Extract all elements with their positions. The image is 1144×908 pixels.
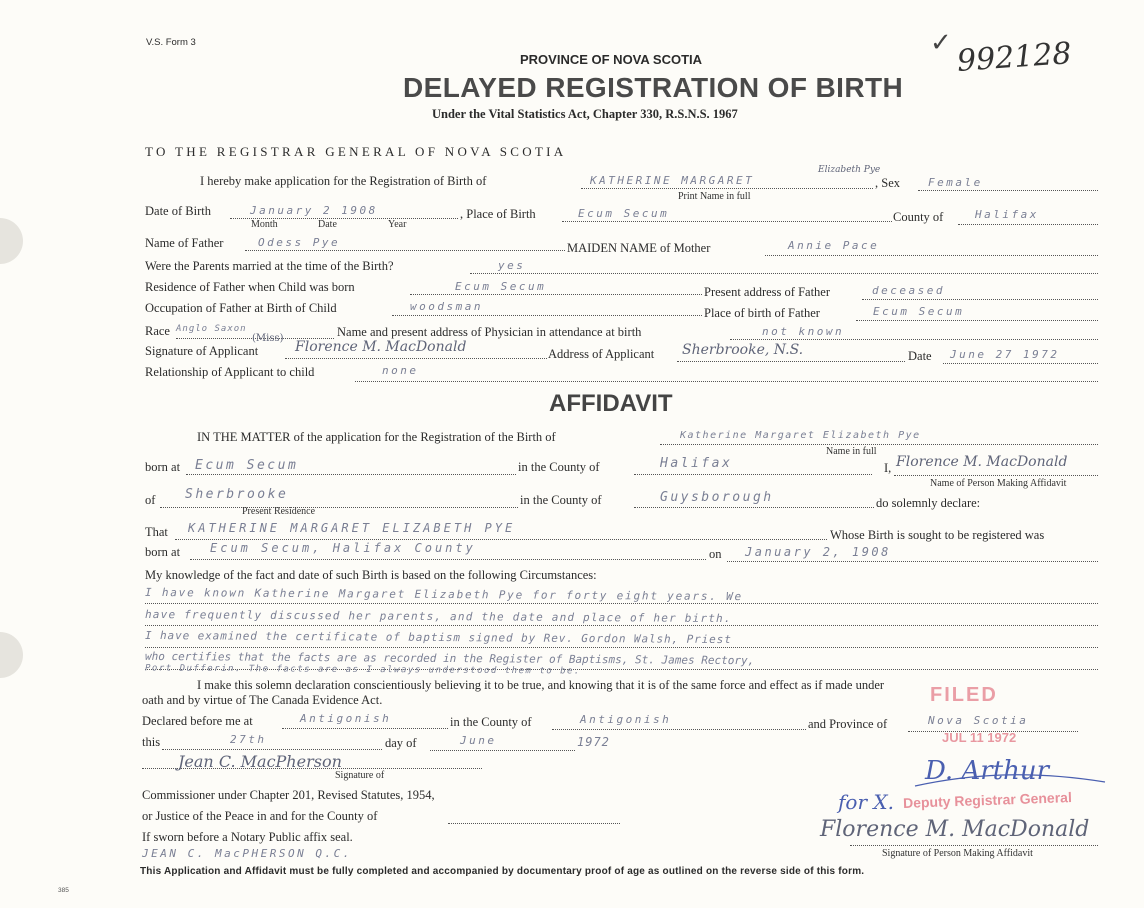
race-value: Anglo Saxon bbox=[176, 324, 247, 334]
of-label: of bbox=[145, 493, 156, 507]
that-label: That bbox=[145, 525, 168, 539]
county-label: County of bbox=[893, 210, 944, 224]
commissioner-line1: Commissioner under Chapter 201, Revised Statutes, 1954, bbox=[142, 788, 435, 802]
county3-label: in the County of bbox=[450, 715, 532, 729]
signature-prefix: (Miss) bbox=[252, 333, 284, 344]
province-heading: PROVINCE OF NOVA SCOTIA bbox=[520, 52, 703, 67]
father-birthplace-value: Ecum Secum bbox=[873, 305, 965, 318]
born-at-label: born at bbox=[145, 460, 181, 474]
county2-value: Guysborough bbox=[660, 490, 774, 505]
year-value: 1972 bbox=[577, 735, 610, 749]
date-label: Date bbox=[908, 349, 932, 363]
present-address-value: deceased bbox=[872, 284, 945, 297]
signature-of-hint: Signature of bbox=[335, 770, 385, 781]
county3-value: Antigonish bbox=[580, 713, 672, 726]
father-value: Odess Pye bbox=[258, 236, 341, 249]
circumstance-line: have frequently discussed her parents, and the date and place of her birth. bbox=[144, 607, 732, 626]
circumstance-line: I have known Katherine Margaret Elizabeth Pye for forty eight years. We bbox=[144, 585, 744, 604]
commissioner-print: JEAN C. MacPHERSON Q.C. bbox=[142, 847, 352, 860]
present-residence-hint: Present Residence bbox=[242, 506, 316, 517]
mother-value: Annie Pace bbox=[788, 239, 880, 252]
of-value: Sherbrooke bbox=[185, 487, 289, 502]
print-name-hint: Print Name in full bbox=[678, 191, 751, 202]
father-label: Name of Father bbox=[145, 236, 224, 250]
on-label: on bbox=[709, 547, 722, 561]
circumstance-line: I have examined the certificate of baptism signed by Rev. Gordon Walsh, Priest bbox=[144, 628, 732, 647]
affidavit-heading: AFFIDAVIT bbox=[549, 390, 673, 417]
that-value: KATHERINE MARGARET ELIZABETH PYE bbox=[188, 521, 516, 535]
date-hint: Date bbox=[318, 219, 337, 230]
registrar-signature: D. Arthur bbox=[925, 756, 1050, 786]
i-label: I, bbox=[884, 461, 892, 475]
knowledge-text: My knowledge of the fact and date of such Birth is based on the following Circumstances: bbox=[145, 568, 597, 582]
day-label: day of bbox=[385, 736, 417, 750]
child-name-extra: Elizabeth Pye bbox=[818, 165, 881, 175]
form-subtitle: Under the Vital Statistics Act, Chapter 330, R.S.N.S. 1967 bbox=[432, 107, 738, 121]
declared-label: Declared before me at bbox=[142, 714, 253, 728]
declare-text: do solemnly declare: bbox=[876, 496, 981, 510]
relationship-value: none bbox=[382, 364, 419, 377]
county2-label: in the County of bbox=[520, 493, 602, 507]
commissioner-signature: Jean C. MacPherson bbox=[178, 752, 342, 771]
father-birthplace-label: Place of birth of Father bbox=[704, 306, 820, 320]
solemn-text-2: oath and by virtue of The Canada Evidence Act. bbox=[142, 693, 383, 707]
dob-value: January 2 1908 bbox=[250, 204, 378, 217]
relationship-label: Relationship of Applicant to child bbox=[145, 365, 315, 379]
name-in-full-hint: Name in full bbox=[826, 446, 877, 457]
application-intro: I hereby make application for the Registration of Birth of bbox=[200, 174, 487, 188]
punch-hole bbox=[0, 632, 23, 678]
born-at2-value: Ecum Secum, Halifax County bbox=[210, 541, 476, 555]
day-value: 27th bbox=[230, 733, 267, 746]
married-label: Were the Parents married at the time of the Birth? bbox=[145, 259, 394, 273]
married-value: yes bbox=[498, 259, 526, 272]
applicant-address-value: Sherbrooke, N.S. bbox=[682, 342, 804, 358]
solemn-text: I make this solemn declaration conscientiously believing it to be true, and knowing that it is of the same force and effect as if made under bbox=[197, 678, 885, 692]
place-label: , Place of Birth bbox=[460, 207, 536, 221]
born-at-value: Ecum Secum bbox=[195, 458, 299, 473]
physician-value: not known bbox=[762, 325, 845, 338]
i-value: Florence M. MacDonald bbox=[896, 454, 1068, 470]
matter-name: Katherine Margaret Elizabeth Pye bbox=[680, 430, 921, 441]
county-value: Halifax bbox=[975, 208, 1039, 221]
circumstance-line: Port Dufferin. The facts are as I always understood them to be. bbox=[144, 663, 581, 677]
registration-number: 992128 bbox=[955, 36, 1073, 79]
commissioner-line2: or Justice of the Peace in and for the County of bbox=[142, 809, 378, 823]
check-mark: ✓ bbox=[930, 28, 952, 57]
filed-stamp: FILED bbox=[930, 684, 998, 706]
province-label: and Province of bbox=[808, 717, 888, 731]
registrar-title-stamp: Deputy Registrar General bbox=[902, 789, 1073, 811]
punch-hole bbox=[0, 218, 23, 264]
person-hint: Name of Person Making Affidavit bbox=[930, 478, 1067, 489]
occupation-label: Occupation of Father at Birth of Child bbox=[145, 301, 337, 315]
to-line: TO THE REGISTRAR GENERAL OF NOVA SCOTIA bbox=[145, 144, 567, 159]
place-value: Ecum Secum bbox=[578, 207, 670, 220]
footer-code: 385 bbox=[58, 887, 69, 894]
registrar-flourish bbox=[910, 764, 1110, 794]
applicant-address-label: Address of Applicant bbox=[548, 347, 655, 361]
residence-value: Ecum Secum bbox=[455, 280, 547, 293]
deponent-hint: Signature of Person Making Affidavit bbox=[882, 848, 1033, 859]
mother-label: MAIDEN NAME of Mother bbox=[567, 241, 711, 255]
residence-label: Residence of Father when Child was born bbox=[145, 280, 355, 294]
year-hint: Year bbox=[388, 219, 407, 230]
form-code: V.S. Form 3 bbox=[146, 37, 196, 48]
registrar-initials: for X. bbox=[838, 790, 894, 814]
month-value: June bbox=[460, 734, 497, 747]
matter-text: IN THE MATTER of the application for the Registration of the Birth of bbox=[197, 430, 556, 444]
dob-label: Date of Birth bbox=[145, 204, 211, 218]
month-hint: Month bbox=[251, 219, 278, 230]
footer-note: This Application and Affidavit must be fully completed and accompanied by documentary proof of age as outlined on the reverse side of this form. bbox=[140, 866, 865, 877]
form-title: DELAYED REGISTRATION OF BIRTH bbox=[403, 72, 904, 103]
this-label: this bbox=[142, 735, 161, 749]
sex-value: Female bbox=[928, 176, 983, 189]
on-value: January 2, 1908 bbox=[745, 545, 891, 559]
date-value: June 27 1972 bbox=[950, 348, 1060, 361]
child-name-value: KATHERINE MARGARET bbox=[590, 174, 755, 187]
signature-label: Signature of Applicant bbox=[145, 344, 259, 358]
county-label-aff: in the County of bbox=[518, 460, 600, 474]
filed-date-stamp: JUL 11 1972 bbox=[942, 730, 1017, 745]
present-address-label: Present address of Father bbox=[704, 285, 831, 299]
whose-text: Whose Birth is sought to be registered was bbox=[830, 528, 1045, 542]
physician-label: Name and present address of Physician in attendance at birth bbox=[337, 325, 642, 339]
sex-label: , Sex bbox=[875, 176, 900, 190]
born-at2-label: born at bbox=[145, 545, 181, 559]
occupation-value: woodsman bbox=[410, 300, 483, 313]
circumstance-line: who certifies that the facts are as recorded in the Register of Baptisms, St. James Rectory, bbox=[144, 649, 755, 668]
county-value-aff: Halifax bbox=[660, 456, 733, 471]
deponent-signature: Florence M. MacDonald bbox=[820, 817, 1090, 842]
race-label: Race bbox=[145, 324, 170, 338]
declared-value: Antigonish bbox=[300, 712, 392, 725]
signature-value: Florence M. MacDonald bbox=[295, 339, 467, 355]
province-value: Nova Scotia bbox=[928, 714, 1029, 727]
notary-text: If sworn before a Notary Public affix seal. bbox=[142, 830, 353, 844]
